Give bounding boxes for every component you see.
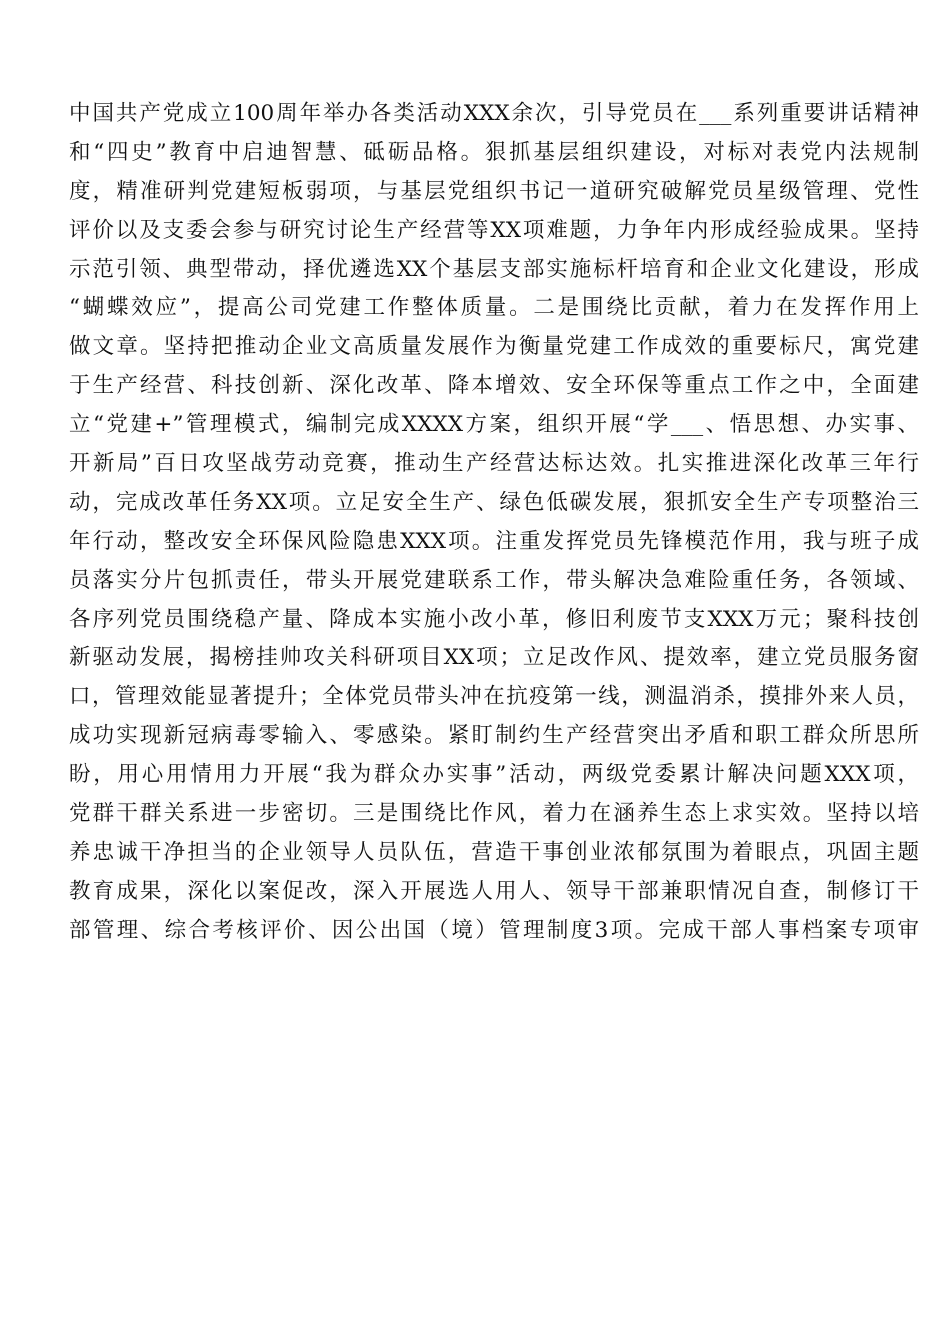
text-line: 评价以及支委会参与研究讨论生产经营等XX项难题，力争年内形成经验成果。坚持 xyxy=(69,217,919,243)
text-line: 动，完成改革任务XX项。立足安全生产、绿色低碳发展，狠抓安全生产专项整治三 xyxy=(69,489,919,515)
text-line: 示范引领、典型带动，择优遴选XX个基层支部实施标杆培育和企业文化建设，形成 xyxy=(69,256,919,282)
text-line: 教育成果，深化以案促改，深入开展选人用人、领导干部兼职情况自查，制修订干 xyxy=(69,878,919,904)
text-line: 部管理、综合考核评价、因公出国（境）管理制度3项。完成干部人事档案专项审 xyxy=(69,917,919,943)
text-line: 年行动，整改安全环保风险隐患XXX项。注重发挥党员先锋模范作用，我与班子成 xyxy=(69,528,919,554)
text-line: 新驱动发展，揭榜挂帅攻关科研项目XX项；立足改作风、提效率，建立党员服务窗 xyxy=(69,645,919,671)
text-line: 各序列党员围绕稳产量、降成本实施小改小革，修旧利废节支XXX万元；聚科技创 xyxy=(69,606,919,632)
text-line: 养忠诚干净担当的企业领导人员队伍，营造干事创业浓郁氛围为着眼点，巩固主题 xyxy=(69,839,919,865)
text-line: 开新局”百日攻坚战劳动竞赛，推动生产经营达标达效。扎实推进深化改革三年行 xyxy=(69,451,919,477)
body-text xyxy=(69,95,919,951)
text-line: “蝴蝶效应”，提高公司党建工作整体质量。二是围绕比贡献，着力在发挥作用上 xyxy=(69,295,919,321)
text-line: 立“党建+”管理模式，编制完成XXXX方案，组织开展“学___、悟思想、办实事、 xyxy=(69,412,919,438)
text-line: 中国共产党成立100周年举办各类活动XXX余次，引导党员在___系列重要讲话精神 xyxy=(69,101,919,126)
text-line: 口，管理效能显著提升；全体党员带头冲在抗疫第一线，测温消杀，摸排外来人员， xyxy=(69,684,919,710)
text-line: 于生产经营、科技创新、深化改革、降本增效、安全环保等重点工作之中，全面建 xyxy=(69,373,919,399)
text-line: 和“四史”教育中启迪智慧、砥砺品格。狠抓基层组织建设，对标对表党内法规制 xyxy=(69,139,919,165)
text-line: 员落实分片包抓责任，带头开展党建联系工作，带头解决急难险重任务，各领域、 xyxy=(69,567,919,593)
text-line: 盼，用心用情用力开展“我为群众办实事”活动，两级党委累计解决问题XXX项， xyxy=(69,762,919,788)
text-line: 做文章。坚持把推动企业文高质量发展作为衡量党建工作成效的重要标尺，寓党建 xyxy=(69,334,919,360)
text-line: 成功实现新冠病毒零输入、零感染。紧盯制约生产经营突出矛盾和职工群众所思所 xyxy=(69,723,919,749)
text-line: 度，精准研判党建短板弱项，与基层党组织书记一道研究破解党员星级管理、党性 xyxy=(69,178,919,204)
text-line: 党群干群关系进一步密切。三是围绕比作风，着力在涵养生态上求实效。坚持以培 xyxy=(69,801,919,827)
